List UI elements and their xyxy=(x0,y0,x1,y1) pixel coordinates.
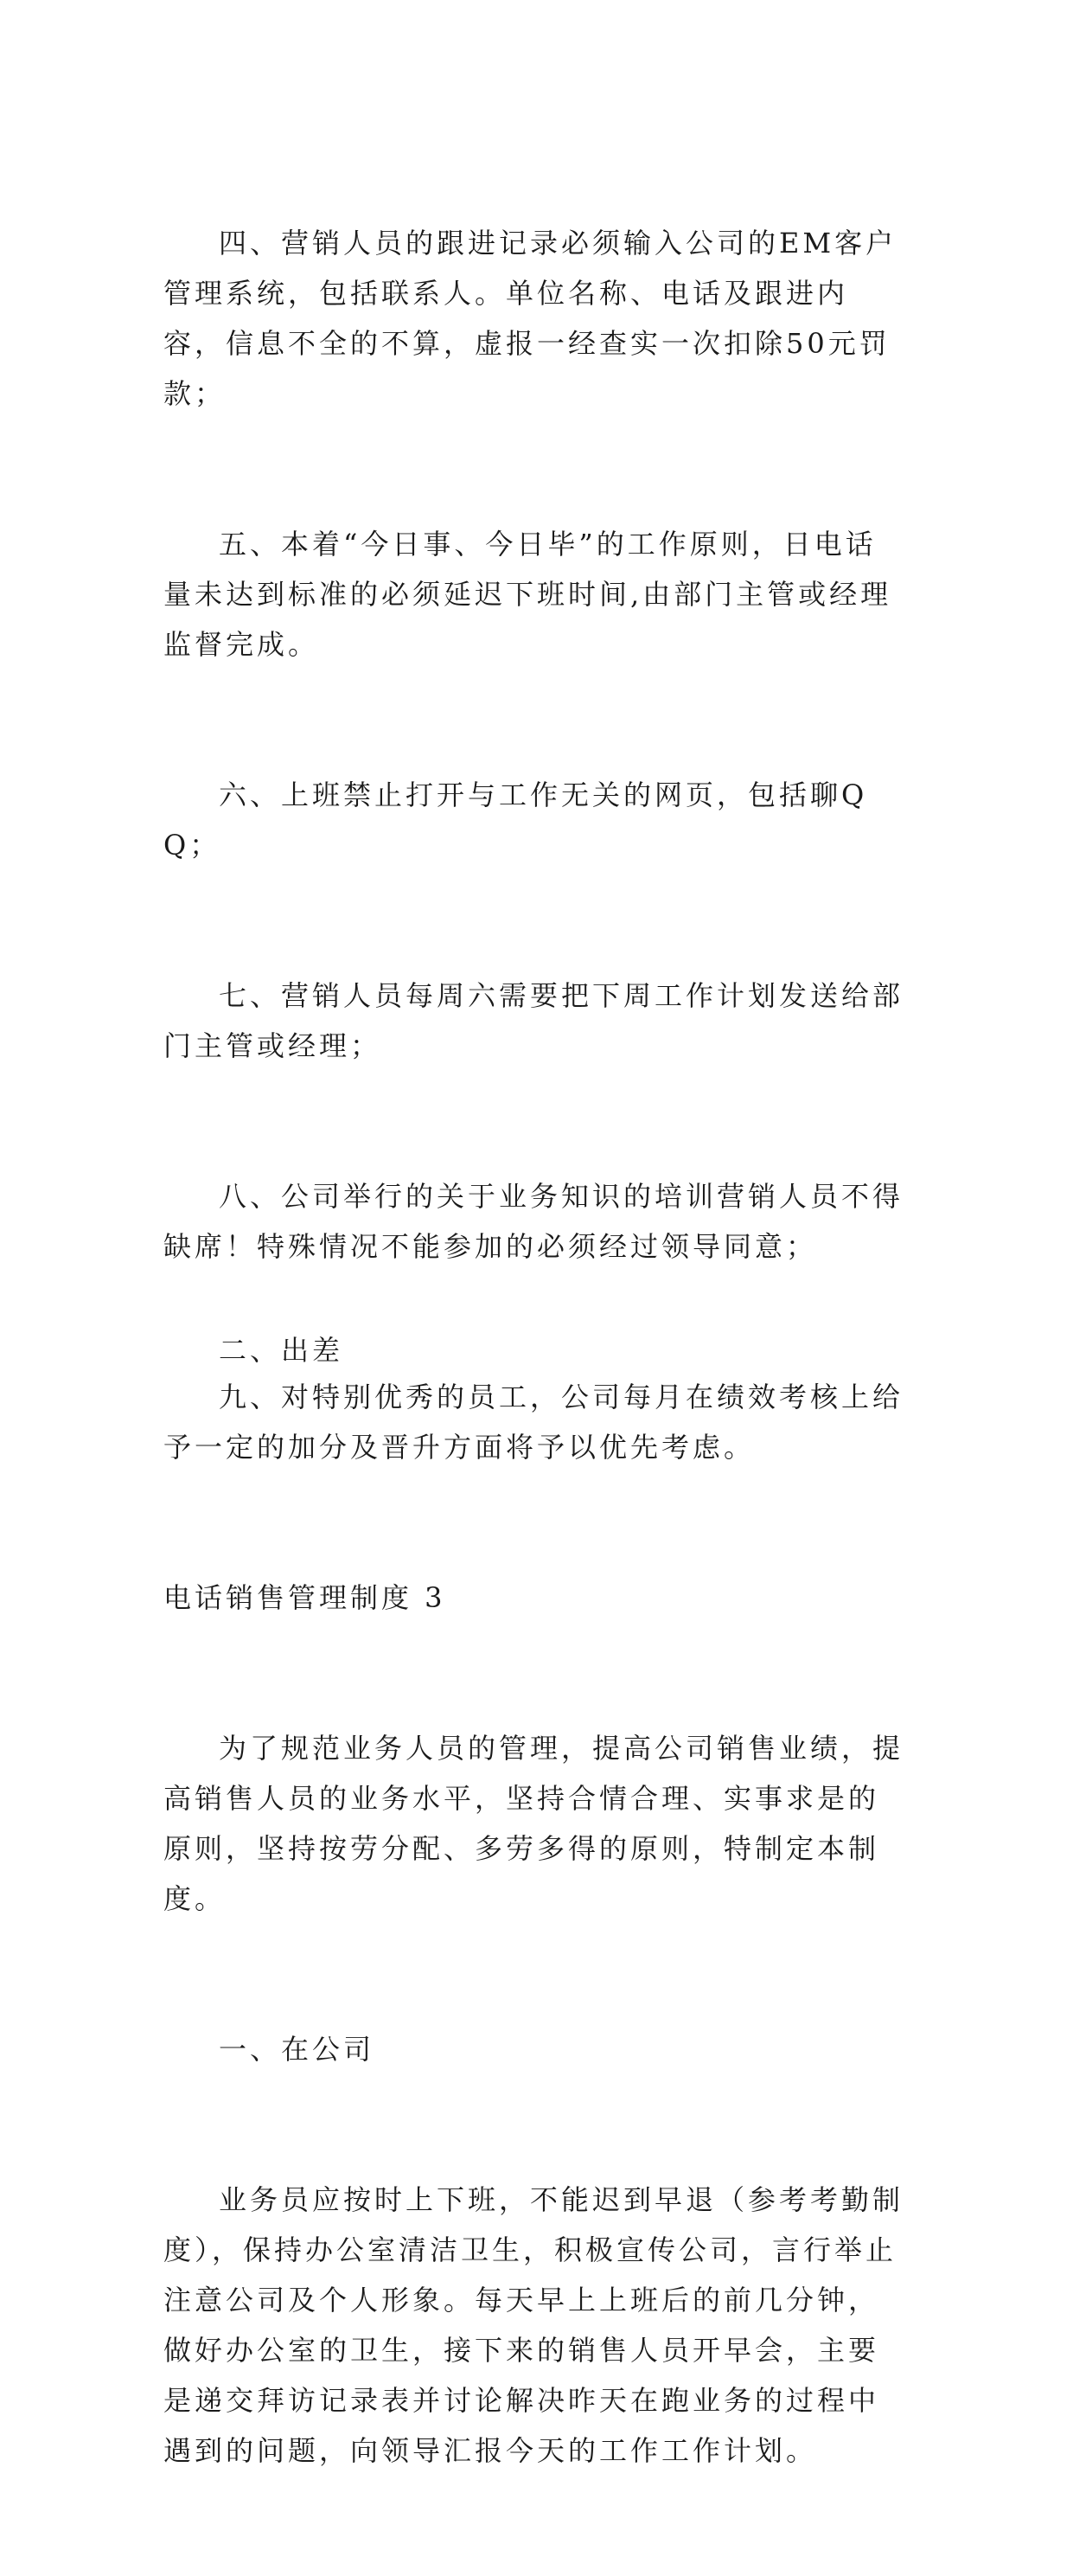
paragraph-intro: 为了规范业务人员的管理，提高公司销售业绩，提高销售人员的业务水平，坚持合情合理、实事求是的原则，坚持按劳分配、多劳多得的原则，特制定本制度。 xyxy=(163,1732,904,1915)
paragraph-in-company: 业务员应按时上下班，不能迟到早退（参考考勤制度），保持办公室清洁卫生，积极宣传公司，言行举止注意公司及个人形象。每天早上上班后的前几分钟，做好办公室的卫生，接下来的销售人员开早会，主要是递交拜访记录表并讨论解决昨天在跑业务的过程中遇到的问题，向领导汇报今天的工作工作计划。 xyxy=(163,2183,904,2467)
paragraph-rule-7: 七、营销人员每周六需要把下周工作计划发送给部门主管或经理； xyxy=(163,979,904,1062)
paragraph-rule-8: 八、公司举行的关于业务知识的培训营销人员不得缺席！特殊情况不能参加的必须经过领导同意； xyxy=(163,1180,904,1263)
paragraph-rule-9: 九、对特别优秀的员工，公司每月在绩效考核上给予一定的加分及晋升方面将予以优先考虑。 xyxy=(163,1381,904,1464)
paragraph-rule-5: 五、本着“今日事、今日毕”的工作原则，日电话量未达到标准的必须延迟下班时间,由部门主管或经理监督完成。 xyxy=(163,528,892,661)
paragraph-rule-6: 六、上班禁止打开与工作无关的网页，包括聊QQ； xyxy=(163,779,868,862)
body-text-bottom xyxy=(163,1225,907,1476)
subsection-title-business-trip: 二、出差 xyxy=(219,1334,344,1367)
paragraph-rule-4: 四、营销人员的跟进记录必须输入公司的EM客户管理系统，包括联系人。单位名称、电话及跟进内容，信息不全的不算，虚报一经查实一次扣除50元罚款； xyxy=(163,227,897,410)
section-title: 电话销售管理制度 3 xyxy=(163,1581,446,1614)
subsection-title-in-company: 一、在公司 xyxy=(219,2033,375,2066)
